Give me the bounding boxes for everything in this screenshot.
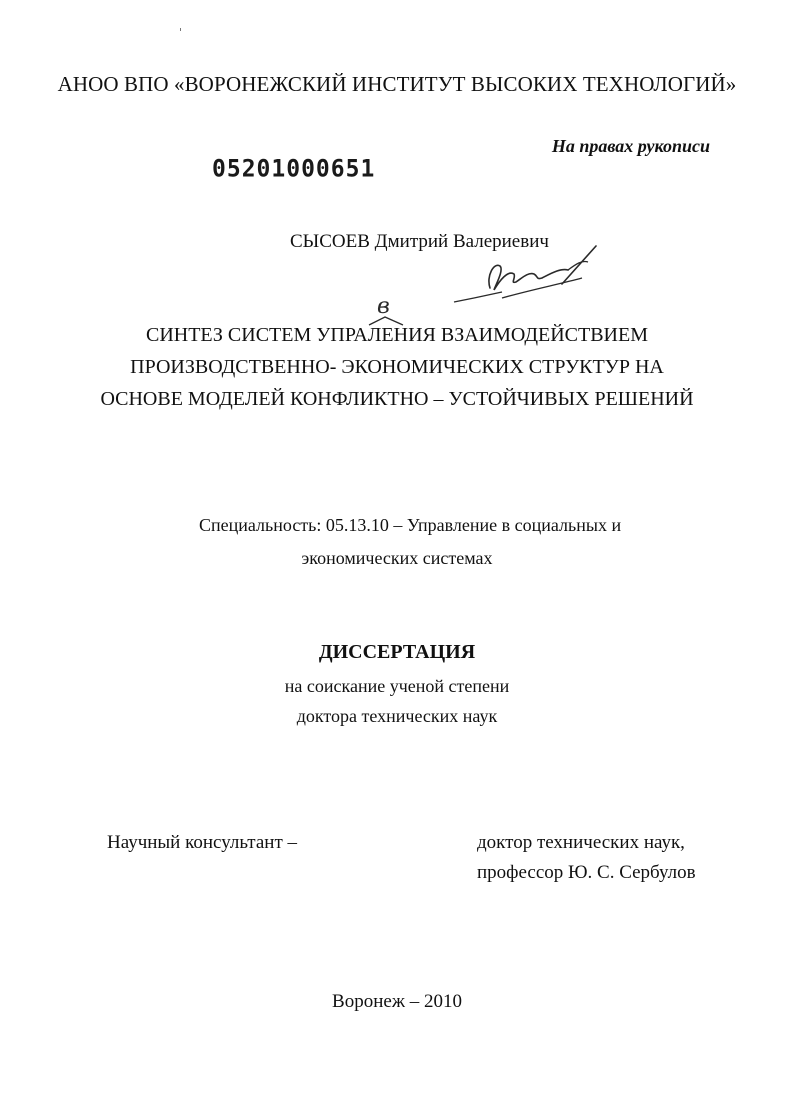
consultant-label: Научный консультант – — [107, 832, 297, 853]
degree-line-1: на соискание ученой степени — [284, 676, 510, 696]
correction-letter: в — [377, 294, 390, 319]
handwritten-correction — [367, 291, 407, 327]
inventory-number: 05201000651 — [212, 155, 376, 183]
scan-speck — [180, 28, 181, 31]
manuscript-rights-label: На правах рукописи — [551, 136, 710, 156]
author-signature — [450, 240, 610, 310]
consultant-name: профессор Ю. С. Сербулов — [477, 862, 696, 883]
degree-line-2: доктора технических наук — [296, 706, 498, 726]
title-line-1: СИНТЕЗ СИСТЕМ УПРАЛЕНИЯ ВЗАИМОДЕЙСТВИЕМ — [145, 324, 648, 346]
author-name: СЫСОЕВ Дмитрий Валериевич — [290, 231, 549, 252]
title-line-3: ОСНОВЕ МОДЕЛЕЙ КОНФЛИКТНО – УСТОЙЧИВЫХ РЕШЕНИЙ — [100, 388, 694, 410]
document-type: ДИССЕРТАЦИЯ — [318, 641, 476, 663]
specialty-line-1: Специальность: 05.13.10 – Управление в социальных и — [199, 515, 622, 535]
institution-name: АНОО ВПО «ВОРОНЕЖСКИЙ ИНСТИТУТ ВЫСОКИХ ТЕХНОЛОГИЙ» — [57, 72, 737, 96]
consultant-degree: доктор технических наук, — [477, 832, 685, 853]
title-line-2: ПРОИЗВОДСТВЕННО- ЭКОНОМИЧЕСКИХ СТРУКТУР НА — [130, 356, 664, 378]
specialty-line-2: экономических системах — [301, 548, 493, 568]
city-year: Воронеж – 2010 — [332, 991, 462, 1012]
